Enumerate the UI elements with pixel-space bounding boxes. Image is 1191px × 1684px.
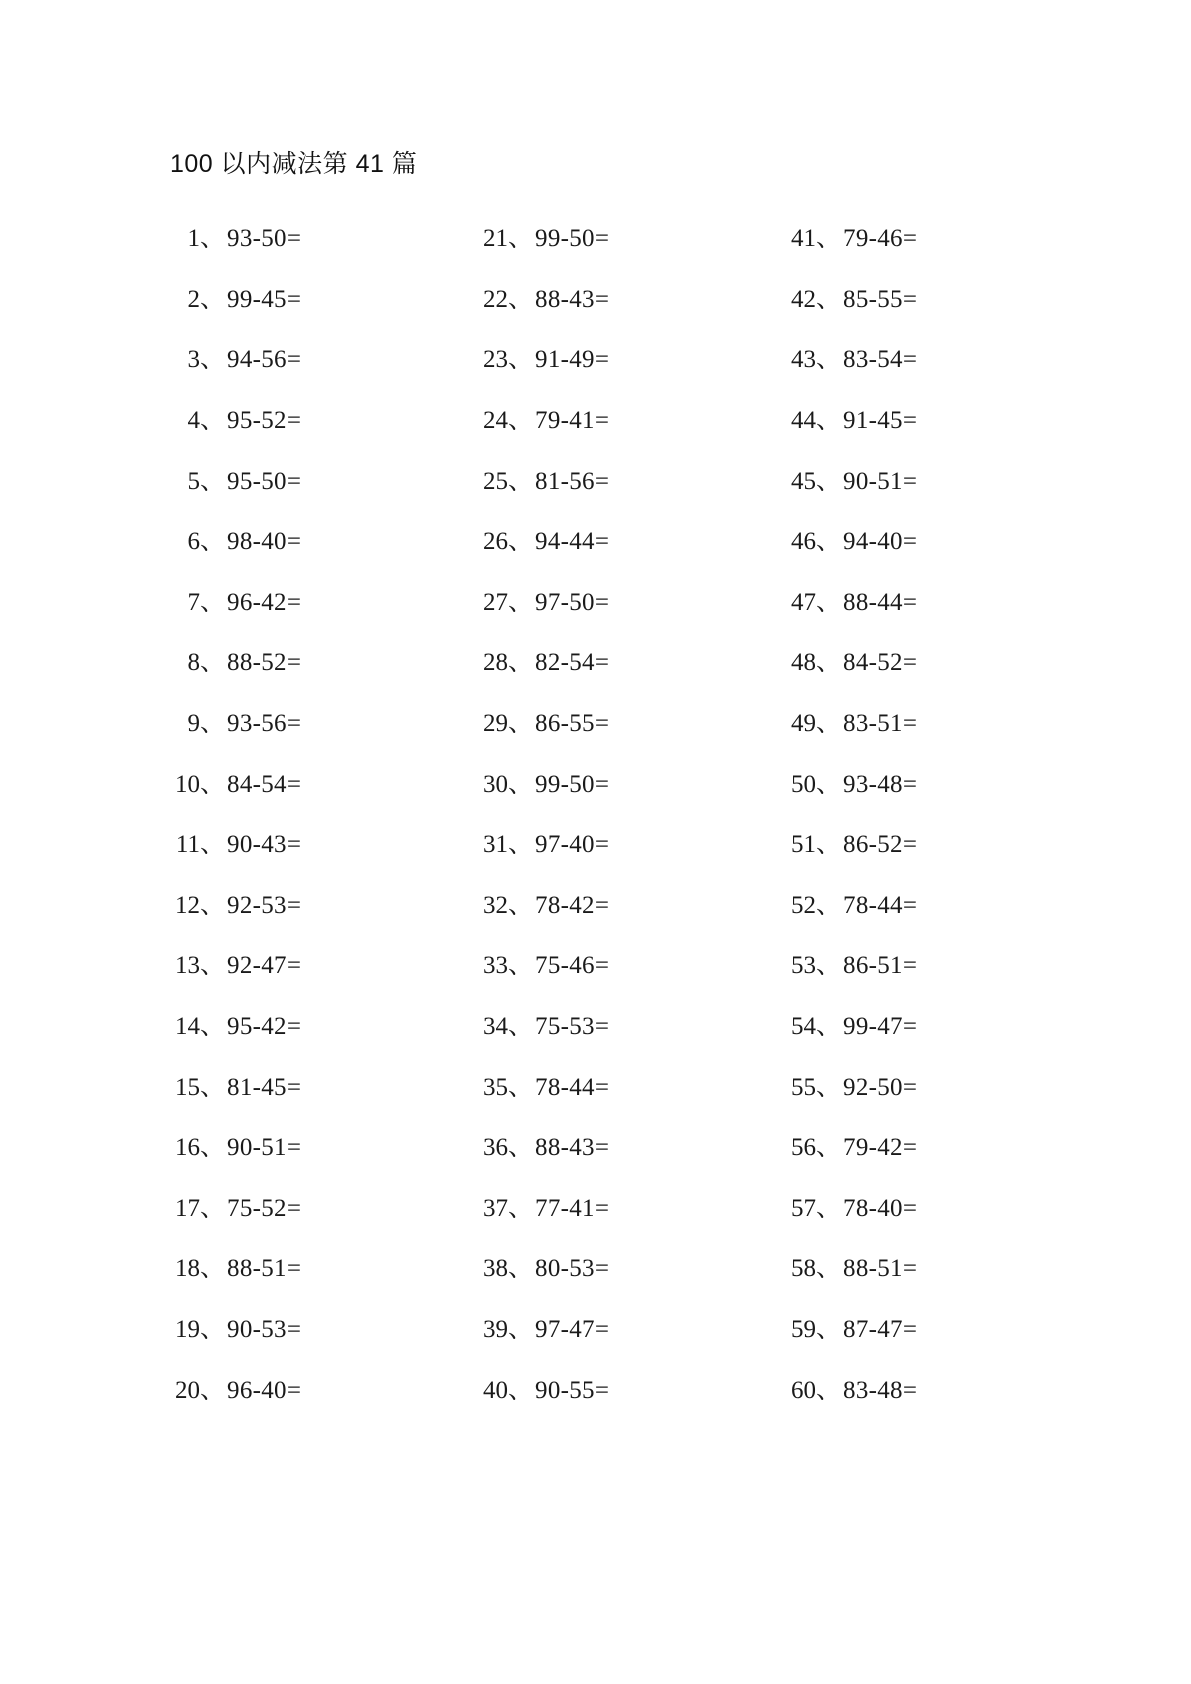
problem-item: [463, 814, 756, 875]
problem-index: 27: [483, 588, 508, 616]
problem-expression: 88-51=: [843, 1255, 918, 1283]
problem-index: 47: [791, 588, 816, 616]
problem-item: [463, 451, 756, 512]
problem-expression: 92-50=: [843, 1073, 918, 1101]
problem-index: 18: [175, 1255, 200, 1283]
problem-item: [756, 633, 1049, 694]
problem-separator: 、: [508, 710, 534, 738]
problem-expression: 92-53=: [227, 891, 302, 919]
problem-separator: 、: [200, 1376, 226, 1404]
problem-index: 57: [791, 1194, 816, 1222]
problem-index: 17: [175, 1194, 200, 1222]
problem-expression: 95-42=: [227, 1013, 302, 1041]
problem-index: 59: [791, 1315, 816, 1343]
problem-item: [756, 1117, 1049, 1178]
problem-expression: 88-43=: [535, 1134, 610, 1162]
problem-item: [756, 754, 1049, 815]
problem-column-1: [170, 209, 463, 1421]
problem-separator: 、: [200, 1194, 226, 1222]
problem-expression: 81-45=: [227, 1073, 302, 1101]
problem-item: [170, 875, 463, 936]
problem-item: [170, 996, 463, 1057]
problem-separator: 、: [200, 831, 226, 859]
problem-separator: 、: [816, 467, 842, 495]
problem-item: [170, 451, 463, 512]
problem-expression: 86-51=: [843, 952, 918, 980]
problem-expression: 83-51=: [843, 710, 918, 738]
problem-item: [170, 209, 463, 270]
problem-separator: 、: [200, 1073, 226, 1101]
problem-expression: 75-53=: [535, 1013, 610, 1041]
problem-index: 7: [187, 588, 200, 616]
problem-item: [756, 209, 1049, 270]
problem-separator: 、: [508, 649, 534, 677]
problem-expression: 93-50=: [227, 225, 302, 253]
problem-separator: 、: [816, 285, 842, 313]
problem-separator: 、: [816, 1013, 842, 1041]
problem-separator: 、: [508, 467, 534, 495]
problem-separator: 、: [816, 1315, 842, 1343]
problem-expression: 96-42=: [227, 588, 302, 616]
problem-index: 39: [483, 1315, 508, 1343]
problem-index: 12: [175, 891, 200, 919]
problem-expression: 96-40=: [227, 1376, 302, 1404]
problem-separator: 、: [508, 831, 534, 859]
problem-expression: 86-52=: [843, 831, 918, 859]
problem-item: [170, 269, 463, 330]
problem-item: [463, 330, 756, 391]
problem-expression: 82-54=: [535, 649, 610, 677]
problem-separator: 、: [508, 1376, 534, 1404]
problem-expression: 93-48=: [843, 770, 918, 798]
problem-separator: 、: [200, 1134, 226, 1162]
problem-separator: 、: [508, 528, 534, 556]
problem-index: 34: [483, 1013, 508, 1041]
problem-separator: 、: [508, 1134, 534, 1162]
problem-index: 31: [483, 831, 508, 859]
problem-separator: 、: [508, 1194, 534, 1222]
problem-separator: 、: [816, 528, 842, 556]
problem-expression: 97-47=: [535, 1315, 610, 1343]
problem-separator: 、: [816, 710, 842, 738]
problem-separator: 、: [200, 467, 226, 495]
problem-expression: 95-50=: [227, 467, 302, 495]
problem-separator: 、: [200, 952, 226, 980]
problem-separator: 、: [816, 952, 842, 980]
problem-index: 54: [791, 1013, 816, 1041]
problem-separator: 、: [508, 952, 534, 980]
problem-expression: 84-54=: [227, 770, 302, 798]
problem-separator: 、: [200, 528, 226, 556]
problem-index: 2: [187, 285, 200, 313]
problem-index: 8: [187, 649, 200, 677]
problem-item: [463, 875, 756, 936]
problem-expression: 99-45=: [227, 285, 302, 313]
problem-expression: 90-51=: [227, 1134, 302, 1162]
problem-separator: 、: [816, 1255, 842, 1283]
problem-expression: 75-46=: [535, 952, 610, 980]
problem-index: 52: [791, 891, 816, 919]
problem-item: [756, 572, 1049, 633]
problem-item: [463, 693, 756, 754]
problem-expression: 95-52=: [227, 407, 302, 435]
problem-expression: 79-41=: [535, 407, 610, 435]
problem-item: [170, 1360, 463, 1421]
problem-index: 29: [483, 710, 508, 738]
problem-index: 5: [187, 467, 200, 495]
problem-expression: 85-55=: [843, 285, 918, 313]
problem-item: [463, 1239, 756, 1300]
problem-item: [463, 633, 756, 694]
problem-item: [463, 1057, 756, 1118]
problem-separator: 、: [508, 1013, 534, 1041]
problem-item: [170, 633, 463, 694]
problem-item: [463, 1299, 756, 1360]
problem-separator: 、: [816, 1134, 842, 1162]
problem-item: [170, 1299, 463, 1360]
problem-item: [756, 390, 1049, 451]
problem-index: 23: [483, 346, 508, 374]
problem-index: 46: [791, 528, 816, 556]
problem-index: 48: [791, 649, 816, 677]
problem-expression: 90-51=: [843, 467, 918, 495]
problem-index: 13: [175, 952, 200, 980]
problem-index: 35: [483, 1073, 508, 1101]
problem-separator: 、: [200, 710, 226, 738]
problem-separator: 、: [200, 649, 226, 677]
problem-index: 4: [187, 407, 200, 435]
problem-index: 38: [483, 1255, 508, 1283]
problem-expression: 78-40=: [843, 1194, 918, 1222]
problem-item: [756, 875, 1049, 936]
problem-item: [756, 1178, 1049, 1239]
problem-expression: 87-47=: [843, 1315, 918, 1343]
problem-item: [170, 936, 463, 997]
problem-index: 3: [187, 346, 200, 374]
problem-expression: 88-51=: [227, 1255, 302, 1283]
problem-index: 15: [175, 1073, 200, 1101]
problem-index: 28: [483, 649, 508, 677]
problem-index: 44: [791, 407, 816, 435]
problem-item: [756, 451, 1049, 512]
problem-item: [463, 1360, 756, 1421]
problem-expression: 97-50=: [535, 588, 610, 616]
problem-expression: 94-44=: [535, 528, 610, 556]
problem-item: [756, 1360, 1049, 1421]
problem-expression: 79-42=: [843, 1134, 918, 1162]
problem-item: [170, 814, 463, 875]
problem-expression: 81-56=: [535, 467, 610, 495]
problem-index: 43: [791, 346, 816, 374]
problem-expression: 78-44=: [535, 1073, 610, 1101]
problem-index: 60: [791, 1376, 816, 1404]
problem-expression: 75-52=: [227, 1194, 302, 1222]
problem-separator: 、: [508, 1073, 534, 1101]
problem-index: 53: [791, 952, 816, 980]
problem-item: [756, 511, 1049, 572]
problem-expression: 99-47=: [843, 1013, 918, 1041]
problem-expression: 93-56=: [227, 710, 302, 738]
problem-index: 40: [483, 1376, 508, 1404]
problem-index: 14: [175, 1013, 200, 1041]
problem-item: [170, 1178, 463, 1239]
problem-expression: 91-49=: [535, 346, 610, 374]
problem-index: 45: [791, 467, 816, 495]
problem-index: 58: [791, 1255, 816, 1283]
problem-item: [170, 511, 463, 572]
problem-expression: 78-42=: [535, 891, 610, 919]
problem-expression: 88-43=: [535, 285, 610, 313]
problem-separator: 、: [816, 1073, 842, 1101]
problem-item: [170, 330, 463, 391]
problem-separator: 、: [816, 1194, 842, 1222]
problem-separator: 、: [816, 588, 842, 616]
problem-separator: 、: [816, 225, 842, 253]
problem-separator: 、: [200, 1013, 226, 1041]
problem-item: [756, 269, 1049, 330]
problem-expression: 86-55=: [535, 710, 610, 738]
problem-item: [756, 936, 1049, 997]
problem-column-3: [756, 209, 1049, 1421]
problem-separator: 、: [508, 346, 534, 374]
problem-item: [170, 754, 463, 815]
problem-index: 32: [483, 891, 508, 919]
problem-index: 21: [483, 225, 508, 253]
problem-item: [463, 936, 756, 997]
problem-expression: 94-56=: [227, 346, 302, 374]
problem-expression: 88-52=: [227, 649, 302, 677]
problem-separator: 、: [200, 891, 226, 919]
problem-item: [463, 572, 756, 633]
problem-item: [463, 996, 756, 1057]
problem-separator: 、: [508, 588, 534, 616]
problem-item: [756, 330, 1049, 391]
problem-columns: [170, 209, 1050, 1421]
problem-separator: 、: [200, 1255, 226, 1283]
problem-expression: 92-47=: [227, 952, 302, 980]
problem-expression: 84-52=: [843, 649, 918, 677]
problem-separator: 、: [816, 891, 842, 919]
problem-index: 19: [175, 1315, 200, 1343]
problem-index: 41: [791, 225, 816, 253]
problem-index: 9: [187, 710, 200, 738]
problem-index: 49: [791, 710, 816, 738]
problem-separator: 、: [200, 225, 226, 253]
problem-expression: 78-44=: [843, 891, 918, 919]
problem-separator: 、: [816, 407, 842, 435]
problem-index: 30: [483, 770, 508, 798]
problem-index: 51: [791, 831, 816, 859]
problem-item: [463, 390, 756, 451]
problem-index: 33: [483, 952, 508, 980]
problem-index: 26: [483, 528, 508, 556]
problem-expression: 98-40=: [227, 528, 302, 556]
problem-item: [463, 511, 756, 572]
problem-separator: 、: [200, 588, 226, 616]
problem-index: 22: [483, 285, 508, 313]
problem-separator: 、: [508, 891, 534, 919]
problem-index: 11: [175, 831, 200, 859]
problem-index: 36: [483, 1134, 508, 1162]
problem-index: 55: [791, 1073, 816, 1101]
problem-separator: 、: [200, 1315, 226, 1343]
problem-item: [756, 693, 1049, 754]
problem-item: [463, 269, 756, 330]
problem-separator: 、: [816, 831, 842, 859]
problem-expression: 94-40=: [843, 528, 918, 556]
problem-index: 50: [791, 770, 816, 798]
problem-item: [463, 1117, 756, 1178]
problem-index: 56: [791, 1134, 816, 1162]
problem-separator: 、: [816, 770, 842, 798]
problem-expression: 90-55=: [535, 1376, 610, 1404]
problem-expression: 83-54=: [843, 346, 918, 374]
problem-item: [756, 1299, 1049, 1360]
problem-expression: 77-41=: [535, 1194, 610, 1222]
problem-item: [170, 693, 463, 754]
problem-expression: 99-50=: [535, 225, 610, 253]
problem-expression: 88-44=: [843, 588, 918, 616]
problem-item: [463, 754, 756, 815]
problem-index: 24: [483, 407, 508, 435]
problem-expression: 90-53=: [227, 1315, 302, 1343]
problem-item: [756, 996, 1049, 1057]
problem-separator: 、: [200, 346, 226, 374]
problem-expression: 90-43=: [227, 831, 302, 859]
problem-item: [170, 390, 463, 451]
problem-separator: 、: [200, 285, 226, 313]
problem-column-2: [463, 209, 756, 1421]
problem-index: 10: [175, 770, 200, 798]
problem-separator: 、: [816, 346, 842, 374]
problem-item: [756, 814, 1049, 875]
problem-expression: 97-40=: [535, 831, 610, 859]
problem-item: [170, 1057, 463, 1118]
problem-item: [756, 1057, 1049, 1118]
problem-expression: 91-45=: [843, 407, 918, 435]
problem-separator: 、: [816, 1376, 842, 1404]
problem-separator: 、: [508, 225, 534, 253]
problem-item: [170, 1239, 463, 1300]
problem-item: [170, 572, 463, 633]
problem-separator: 、: [508, 407, 534, 435]
problem-index: 6: [187, 528, 200, 556]
problem-separator: 、: [508, 1255, 534, 1283]
problem-expression: 99-50=: [535, 770, 610, 798]
problem-separator: 、: [200, 770, 226, 798]
problem-expression: 79-46=: [843, 225, 918, 253]
problem-index: 42: [791, 285, 816, 313]
problem-item: [170, 1117, 463, 1178]
problem-index: 20: [175, 1376, 200, 1404]
problem-separator: 、: [508, 1315, 534, 1343]
problem-separator: 、: [200, 407, 226, 435]
problem-separator: 、: [816, 649, 842, 677]
problem-item: [756, 1239, 1049, 1300]
problem-item: [463, 1178, 756, 1239]
problem-item: [463, 209, 756, 270]
problem-index: 1: [187, 225, 200, 253]
page-title: 100 以内减法第 41 篇: [170, 150, 418, 178]
problem-index: 16: [175, 1134, 200, 1162]
problem-separator: 、: [508, 770, 534, 798]
problem-expression: 80-53=: [535, 1255, 610, 1283]
problem-index: 25: [483, 467, 508, 495]
problem-expression: 83-48=: [843, 1376, 918, 1404]
problem-separator: 、: [508, 285, 534, 313]
problem-index: 37: [483, 1194, 508, 1222]
